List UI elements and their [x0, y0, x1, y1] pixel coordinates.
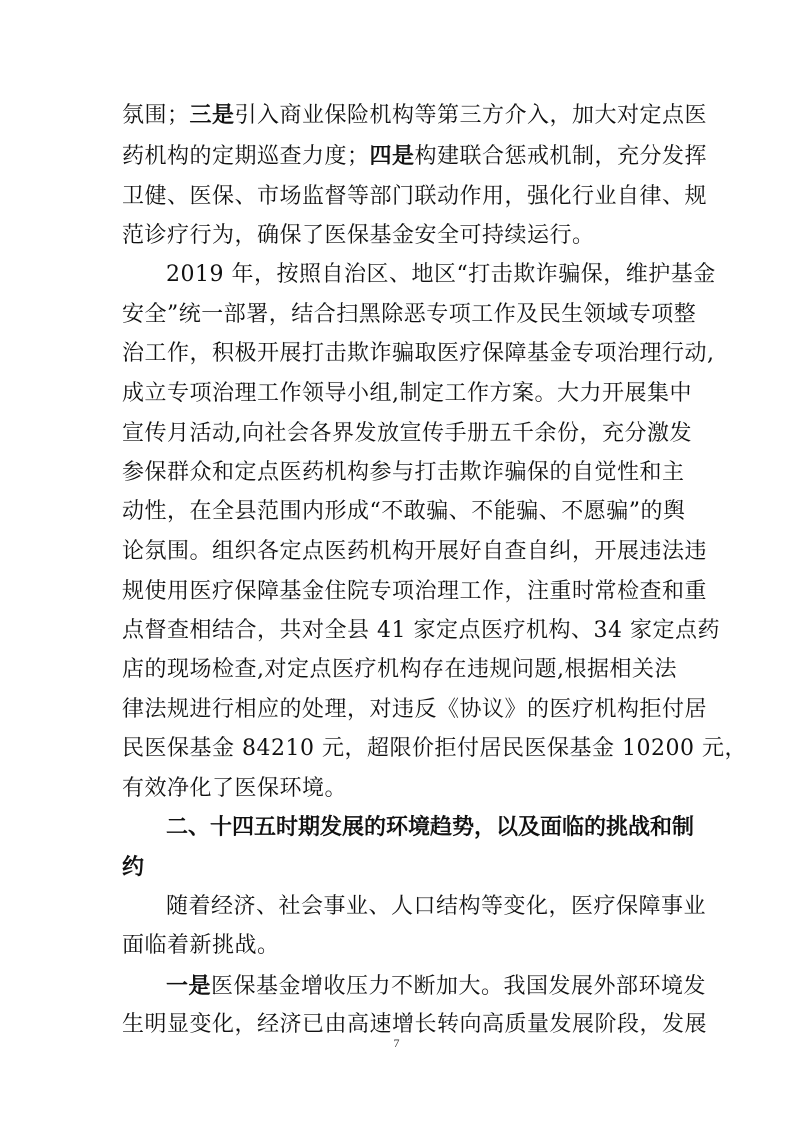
paragraph-2-line-12: 律法规进行相应的处理，对违反《协议》的医疗机构拒付居	[122, 697, 708, 722]
paragraph-2-line-11: 店的现场检查,对定点医疗机构存在违规问题,根据相关法	[122, 657, 677, 682]
paragraph-2-line-3: 治工作，积极开展打击欺诈骗取医疗保障基金专项治理行动,	[122, 341, 715, 366]
paragraph-1-line-1	[122, 101, 708, 130]
paragraph-2-line-6: 参保群众和定点医药机构参与打击欺诈骗保的自觉性和主	[122, 460, 685, 485]
section-heading-line-2: 约	[122, 855, 145, 880]
paragraph-4-line-2: 生明显变化，经济已由高速增长转向高质量发展阶段，发展	[122, 1012, 708, 1037]
text-run: 医保基金增收压力不断加大。我国发展外部环境发	[211, 974, 707, 999]
paragraph-2-line-4: 成立专项治理工作领导小组,制定工作方案。大力开展集中	[122, 381, 692, 406]
emphasis-yi-shi: 一是	[166, 973, 212, 999]
paragraph-3-line-1: 随着经济、社会事业、人口结构等变化，医疗保障事业	[166, 894, 707, 919]
paragraph-4-line-1	[166, 972, 707, 1001]
section-heading-line-1: 二、十四五时期发展的环境趋势，以及面临的挑战和制	[166, 815, 695, 840]
paragraph-2-line-14: 有效净化了医保环境。	[122, 776, 348, 801]
text-run: 引入商业保险机构等第三方介入，加大对定点医	[234, 103, 708, 128]
paragraph-1-line-2	[122, 142, 708, 171]
paragraph-2-line-13: 民医保基金 84210 元，超限价拒付居民医保基金 10200 元，	[122, 736, 747, 761]
paragraph-3-line-2: 面临着新挑战。	[122, 933, 280, 958]
paragraph-2-line-7: 动性，在全县范围内形成“不敢骗、不能骗、不愿骗”的舆	[122, 499, 686, 524]
paragraph-2-line-9: 规使用医疗保障基金住院专项治理工作，注重时常检查和重	[122, 579, 708, 604]
emphasis-si-shi: 四是	[369, 143, 415, 169]
paragraph-2-line-8: 论氛围。组织各定点医药机构开展好自查自纠，开展违法违	[122, 539, 708, 564]
text-run: 氛围；	[122, 103, 190, 128]
paragraph-2-line-1: 2019 年，按照自治区、地区“打击欺诈骗保，维护基金	[166, 262, 716, 287]
paragraph-1-line-3: 卫健、医保、市场监督等部门联动作用，强化行业自律、规	[122, 184, 708, 209]
paragraph-1-line-4: 范诊疗行为，确保了医保基金安全可持续运行。	[122, 223, 595, 248]
paragraph-2-line-10: 点督查相结合，共对全县 41 家定点医疗机构、34 家定点药	[122, 618, 720, 643]
paragraph-2-line-2: 安全”统一部署，结合扫黑除恶专项工作及民生领域专项整	[122, 302, 697, 327]
text-run: 构建联合惩戒机制，充分发挥	[414, 144, 708, 169]
emphasis-san-shi: 三是	[189, 102, 235, 128]
text-run: 药机构的定期巡查力度；	[122, 144, 370, 169]
page-number: 7	[393, 1036, 400, 1050]
paragraph-2-line-5: 宣传月活动,向社会各界发放宣传手册五千余份，充分激发	[122, 421, 692, 446]
